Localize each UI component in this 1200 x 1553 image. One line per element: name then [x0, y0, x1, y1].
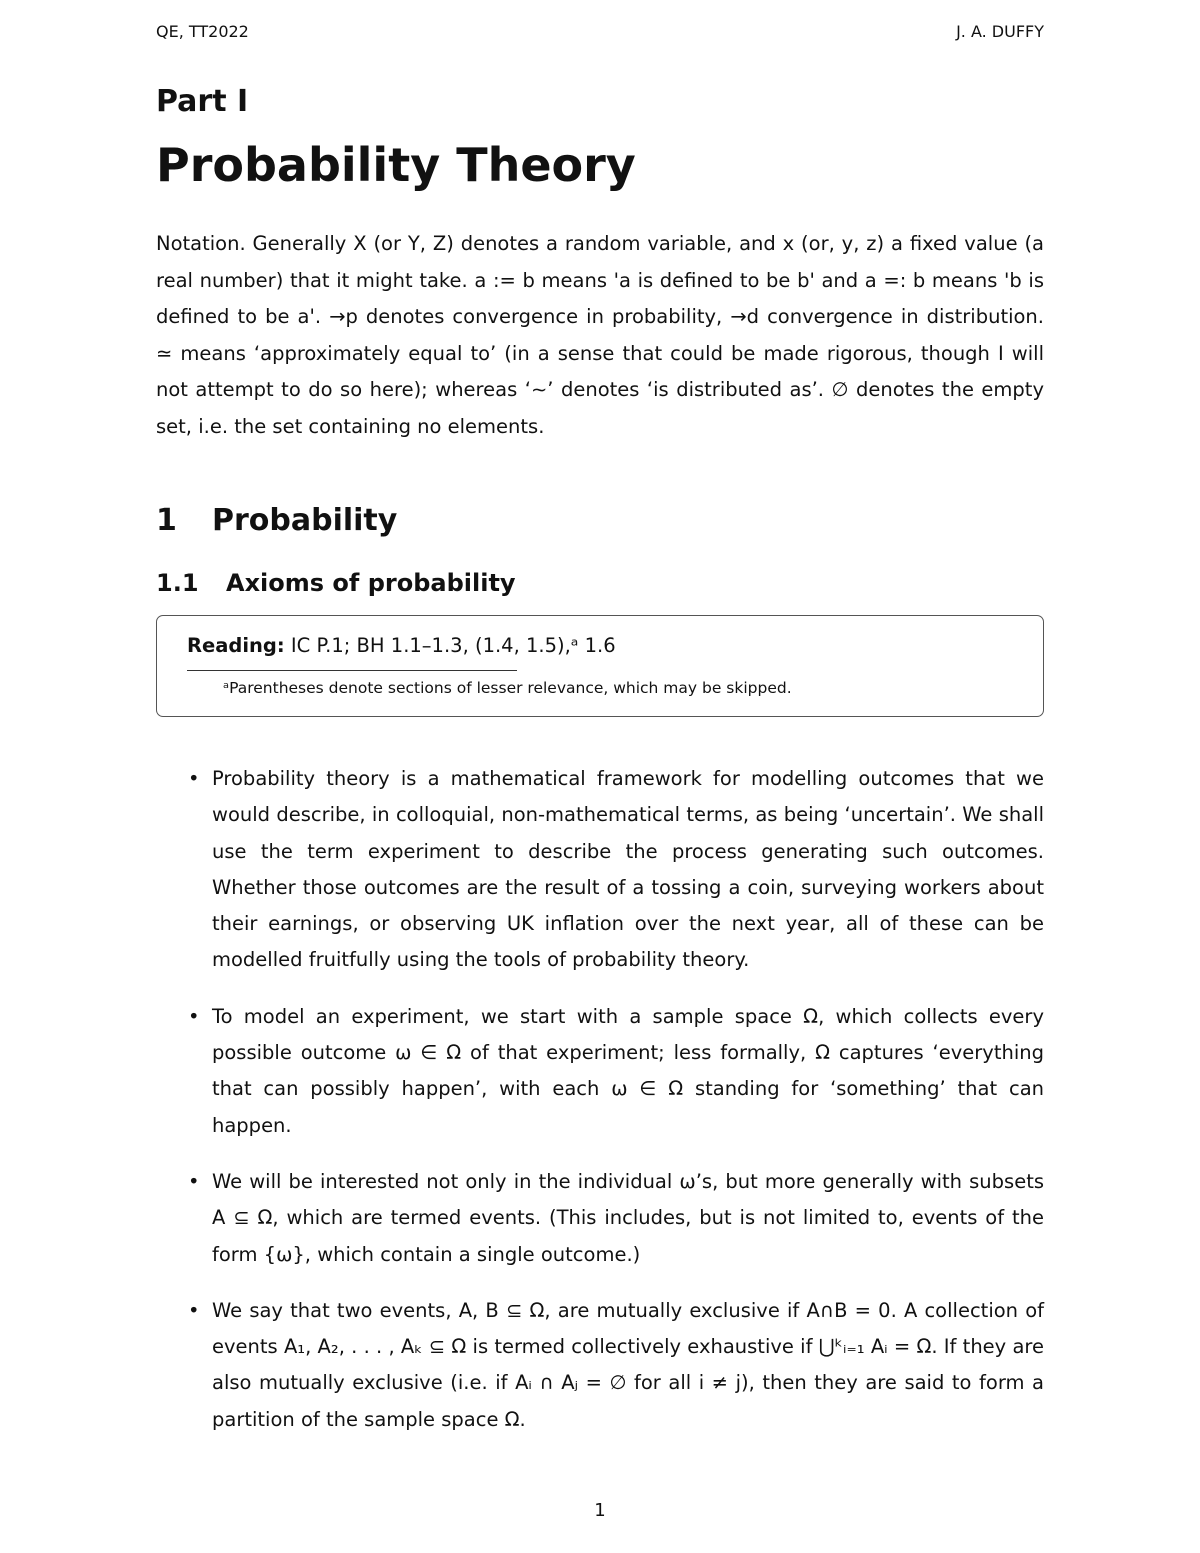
subsection-heading — [156, 565, 1044, 601]
reading-footnote: ᵃParentheses denote sections of lesser relevance, which may be skipped. — [223, 679, 792, 697]
bullet-list — [156, 761, 1044, 1438]
list-item: • To model an experiment, we start with a sample space Ω, which collects every possible outcome ω ∈ Ω of that experiment; less formally, Ω captures ‘everything that can possibly happen’, with each ω ∈ Ω standing for ‘something’ that can happen. — [156, 999, 1044, 1144]
list-item: • We will be interested not only in the individual ω’s, but more generally with subsets A ⊆ Ω, which are termed events. (This includes, but is not limited to, events of the form {ω}, which contain a single outcome.) — [156, 1164, 1044, 1273]
part-label: Part I — [156, 84, 249, 119]
running-header-right: J. A. DUFFY — [956, 22, 1044, 41]
section-number: 1 — [156, 503, 177, 538]
page-number: 1 — [594, 1500, 606, 1521]
subsection-number: 1.1 — [156, 569, 199, 597]
list-item: • We say that two events, A, B ⊆ Ω, are mutually exclusive if A∩B = 0. A collection of events A₁, A₂, . . . , Aₖ ⊆ Ω is termed collectively exhaustive if ⋃ᵏᵢ₌₁ Aᵢ = Ω. If they are also mutually exclusive (i.e. if Aᵢ ∩ Aⱼ = ∅ for all i ≠ j), then they are said to form a partition of the sample space Ω. — [156, 1293, 1044, 1438]
reading-box — [156, 615, 1044, 717]
section-heading — [156, 499, 1044, 543]
reading-label: Reading: — [187, 634, 285, 657]
section-title: Probability — [212, 503, 398, 538]
list-item: • Probability theory is a mathematical framework for modelling outcomes that we would describe, in colloquial, non-mathematical terms, as being ‘uncertain’. We shall use the term experiment to describe the process generating such outcomes. Whether those outcomes are the result of a tossing a coin, surveying workers about their earnings, or observing UK inflation over the next year, all of these can be modelled fruitfully using the tools of probability theory. — [156, 761, 1044, 979]
footnote-rule — [187, 670, 517, 671]
part-title: Probability Theory — [156, 138, 636, 192]
reading-line — [187, 630, 1013, 662]
subsection-title: Axioms of probability — [226, 569, 516, 597]
notation-paragraph: Notation. Generally X (or Y, Z) denotes a random variable, and x (or, y, z) a fixed value (a real number) that it might take. a := b means 'a is defined to be b' and a =: b means 'b is defined to be a'. →p denotes convergence in probability, →d convergence in distribution. ≃ means ‘approximately equal to’ (in a sense that could be made rigorous, though I will not attempt to do so here); whereas ‘∼’ denotes ‘is distributed as’. ∅ denotes the empty set, i.e. the set containing no elements. — [156, 232, 1044, 438]
reading-text: IC P.1; BH 1.1–1.3, (1.4, 1.5),ᵃ 1.6 — [290, 634, 616, 657]
page-body — [156, 80, 1044, 1458]
running-header-left: QE, TT2022 — [156, 22, 249, 41]
